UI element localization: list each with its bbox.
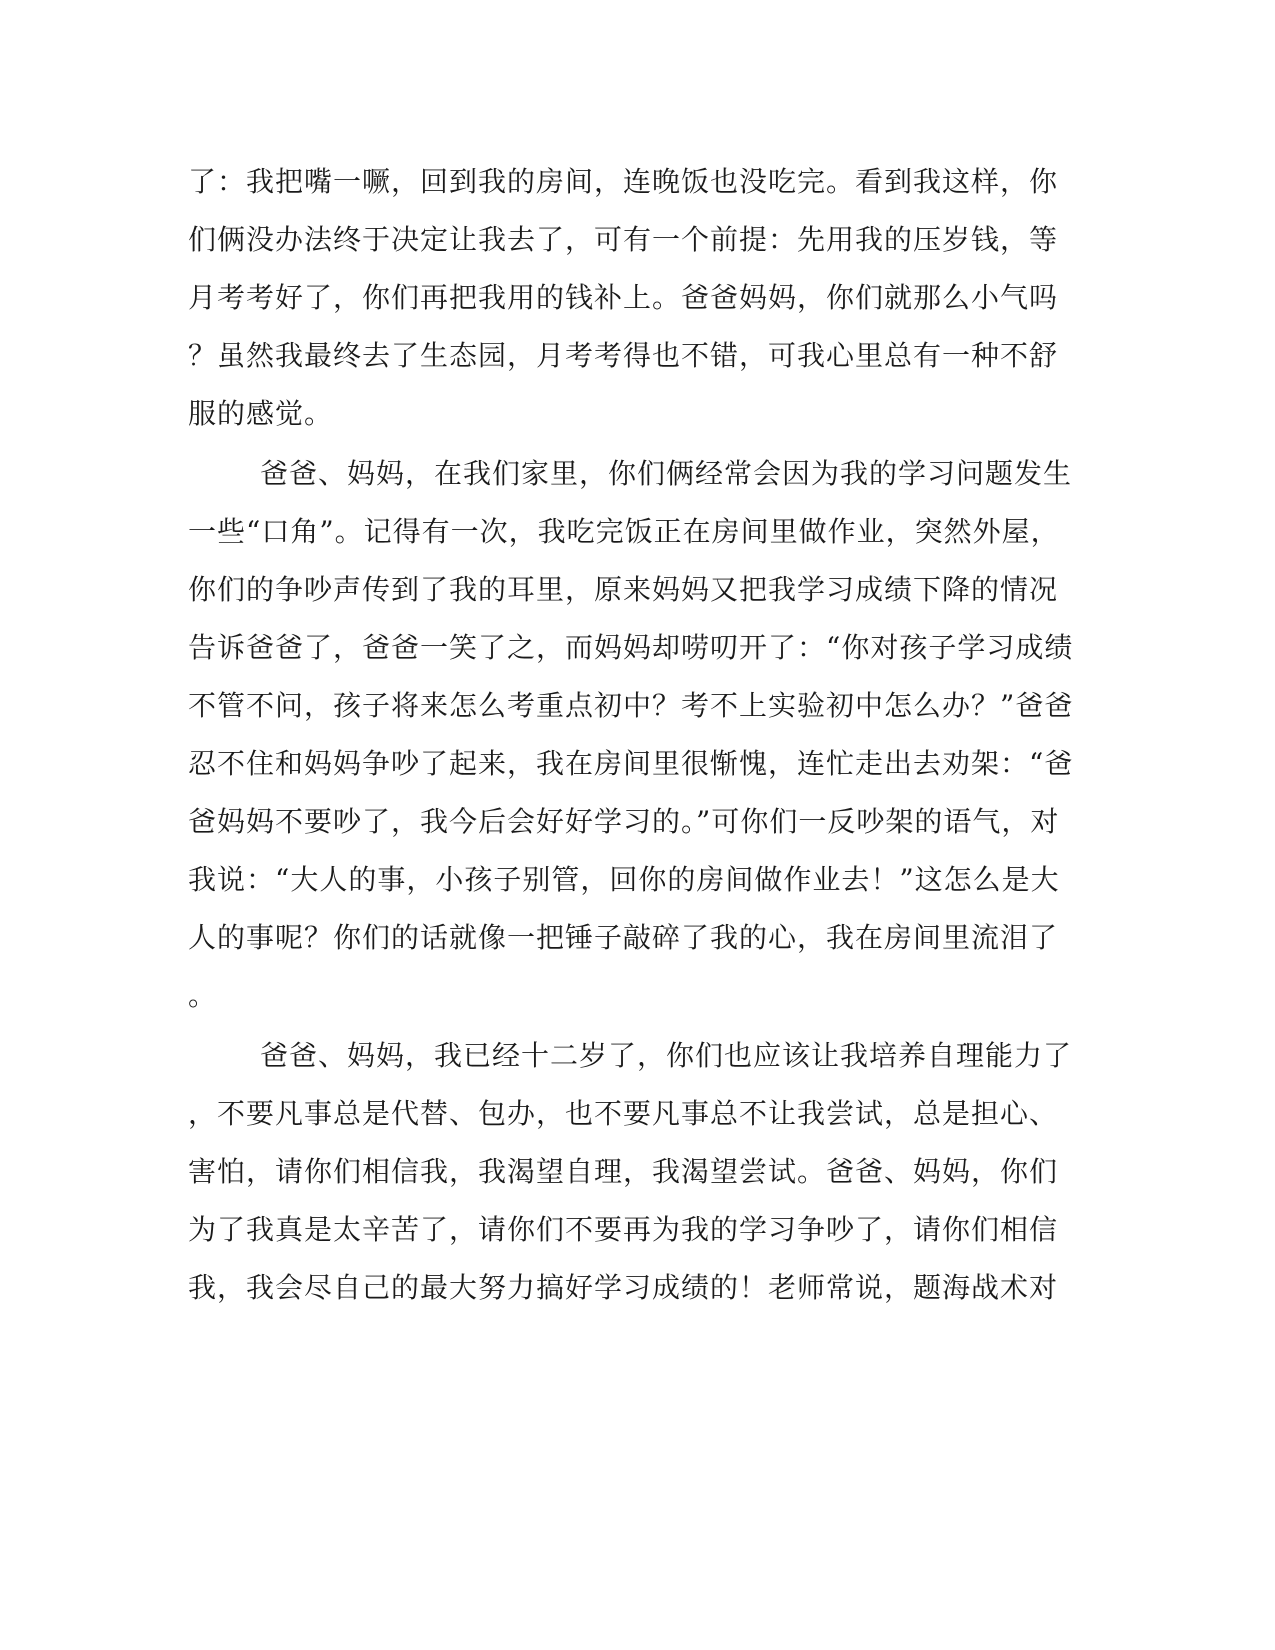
paragraph-first-line: 爸爸、妈妈，我已经十二岁了，你们也应该让我培养自理能力了	[260, 1039, 1073, 1072]
text-line: 你们的争吵声传到了我的耳里，原来妈妈又把我学习成绩下降的情况	[188, 573, 1059, 606]
text-line: 告诉爸爸了，爸爸一笑了之，而妈妈却唠叨开了：“你对孩子学习成绩	[188, 631, 1074, 664]
text-line: 了：我把嘴一噘，回到我的房间，连晚饭也没吃完。看到我这样，你	[188, 165, 1059, 198]
text-line: 不管不问，孩子将来怎么考重点初中？考不上实验初中怎么办？”爸爸	[188, 689, 1074, 722]
text-line: 服的感觉。	[188, 397, 334, 430]
text-line: 我，我会尽自己的最大努力搞好学习成绩的！老师常说，题海战术对	[188, 1271, 1059, 1304]
text-line: 。	[188, 979, 218, 1012]
text-line: 们俩没办法终于决定让我去了，可有一个前提：先用我的压岁钱，等	[188, 223, 1059, 256]
text-line: 一些“口角”。记得有一次，我吃完饭正在房间里做作业，突然外屋，	[188, 515, 1060, 548]
paragraph-first-line: 爸爸、妈妈，在我们家里，你们俩经常会因为我的学习问题发生	[260, 457, 1073, 490]
text-line: 为了我真是太辛苦了，请你们不要再为我的学习争吵了，请你们相信	[188, 1213, 1059, 1246]
text-line: 月考考好了，你们再把我用的钱补上。爸爸妈妈，你们就那么小气吗	[188, 281, 1059, 314]
text-line: 忍不住和妈妈争吵了起来，我在房间里很惭愧，连忙走出去劝架：“爸	[188, 747, 1074, 780]
text-line: ？虽然我最终去了生态园，月考考得也不错，可我心里总有一种不舒	[188, 339, 1059, 372]
text-line: 爸妈妈不要吵了，我今后会好好学习的。”可你们一反吵架的语气，对	[188, 805, 1060, 838]
text-line: ，不要凡事总是代替、包办，也不要凡事总不让我尝试，总是担心、	[188, 1097, 1059, 1130]
text-line: 我说：“大人的事，小孩子别管，回你的房间做作业去！”这怎么是大	[188, 863, 1060, 896]
text-line: 人的事呢？你们的话就像一把锤子敲碎了我的心，我在房间里流泪了	[188, 921, 1059, 954]
text-line: 害怕，请你们相信我，我渴望自理，我渴望尝试。爸爸、妈妈，你们	[188, 1155, 1059, 1188]
